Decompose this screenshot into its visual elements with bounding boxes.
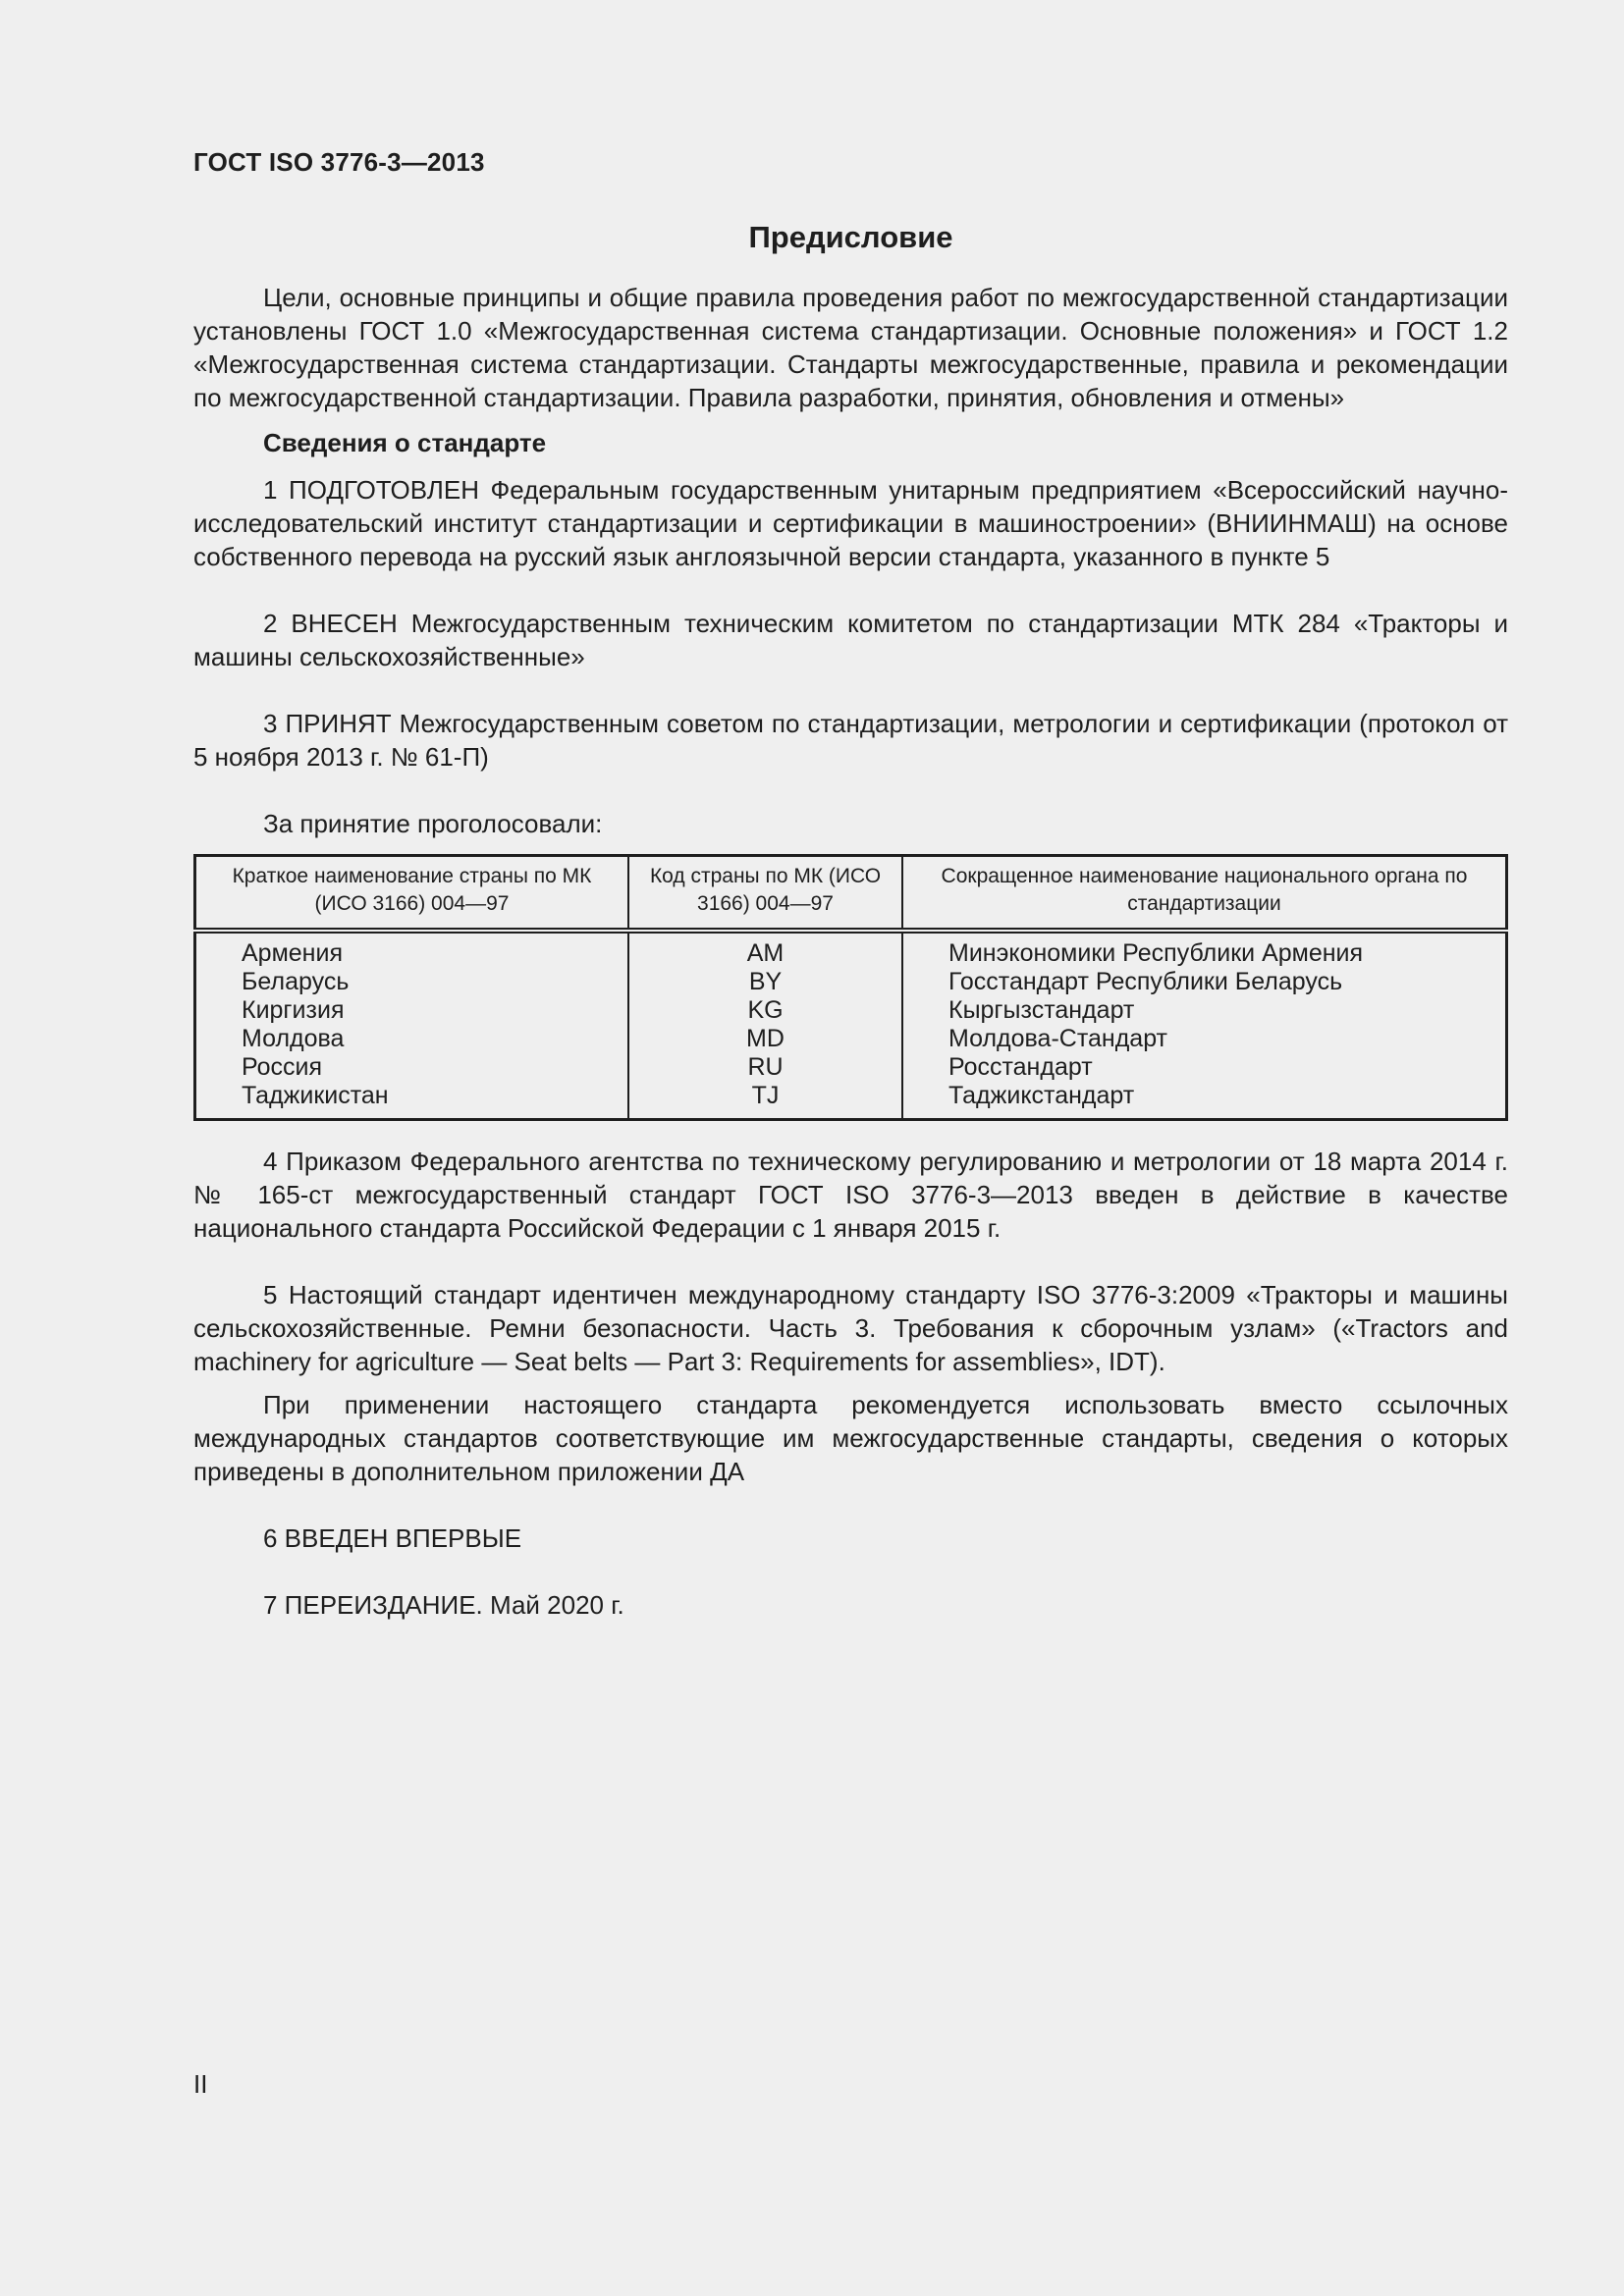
country-column	[195, 931, 629, 1120]
standards-body: Минэкономики Республики Армения	[948, 939, 1364, 967]
item-3: 3 ПРИНЯТ Межгосударственным советом по стандартизации, метрологии и сертификации (протокол от 5 ноября 2013 г. № 61-П)	[193, 709, 1508, 772]
country-name: Киргизия	[242, 996, 345, 1024]
page-title: Предисловие	[748, 220, 953, 254]
item-2: 2 ВНЕСЕН Межгосударственным техническим комитетом по стандартизации МТК 284 «Тракторы и машины сельскохозяйственные»	[193, 609, 1508, 671]
country-code: BY	[748, 968, 783, 995]
country-name: Россия	[242, 1053, 322, 1081]
standards-body: Кыргызстандарт	[948, 996, 1135, 1024]
standards-body: Молдова-Стандарт	[948, 1025, 1167, 1052]
country-name: Армения	[242, 939, 343, 967]
table-row	[195, 931, 1507, 1120]
header-code: Код страны по МК (ИСО 3166) 004—97	[628, 856, 902, 932]
country-code: RU	[747, 1053, 784, 1081]
country-code: AM	[746, 939, 785, 967]
item-1: 1 ПОДГОТОВЛЕН Федеральным государственным унитарным предприятием «Всероссийский научно-исследовательский институт стандартизации и сертификации в машиностроении» (ВНИИНМАШ) на основе собственного перевода на русский язык англоязычной версии стандарта, указанного в пункте 5	[193, 475, 1508, 571]
standards-body: Госстандарт Республики Беларусь	[948, 968, 1343, 995]
member-states-table	[193, 854, 1508, 1121]
code-column	[628, 931, 902, 1120]
standards-body: Росстандарт	[948, 1053, 1093, 1081]
item-6: 6 ВВЕДЕН ВПЕРВЫЕ	[263, 1523, 522, 1553]
body-column	[902, 931, 1507, 1120]
country-name: Таджикистан	[242, 1082, 389, 1109]
country-code: MD	[746, 1025, 785, 1052]
section-subheading: Сведения о стандарте	[263, 428, 547, 457]
document-header: ГОСТ ISO 3776-3—2013	[193, 147, 485, 177]
page-content	[193, 218, 1508, 1622]
header-country: Краткое наименование страны по МК (ИСО 3166) 004—97	[195, 856, 629, 932]
item-4: 4 Приказом Федерального агентства по техническому регулированию и метрологии от 18 марта 2014 г. № 165-ст межгосударственный стандарт ГОСТ ISO 3776-3—2013 введен в действие в качестве национального стандарта Российской Федерации с 1 января 2015 г.	[193, 1147, 1508, 1243]
country-code: KG	[747, 996, 784, 1024]
standards-body: Таджикстандарт	[948, 1082, 1135, 1109]
item-7: 7 ПЕРЕИЗДАНИЕ. Май 2020 г.	[263, 1590, 624, 1620]
table-header-row	[195, 856, 1507, 932]
vote-intro: За принятие проголосовали:	[263, 809, 603, 838]
country-code: TJ	[751, 1082, 780, 1109]
item-5: 5 Настоящий стандарт идентичен международному стандарту ISO 3776-3:2009 «Тракторы и машины сельскохозяйственные. Ремни безопасности. Часть 3. Требования к сборочным узлам» («Tractors and machinery for agriculture — Seat belts — Part 3: Requirements for assemblies», IDT).	[193, 1280, 1508, 1376]
intro-paragraph: Цели, основные принципы и общие правила проведения работ по межгосударственной стандартизации установлены ГОСТ 1.0 «Межгосударственная система стандартизации. Основные положения» и ГОСТ 1.2 «Межгосударственная система стандартизации. Стандарты межгосударственные, правила и рекомендации по межгосударственной стандартизации. Правила разработки, принятия, обновления и отмены»	[193, 283, 1508, 412]
country-name: Беларусь	[242, 968, 350, 995]
country-name: Молдова	[242, 1025, 345, 1052]
page-number: II	[193, 2069, 208, 2099]
header-body: Сокращенное наименование национального органа по стандартизации	[902, 856, 1507, 932]
item-5-note: При применении настоящего стандарта рекомендуется использовать вместо ссылочных международных стандартов соответствующие им межгосударственные стандарты, сведения о которых приведены в дополнительном приложении ДА	[193, 1390, 1508, 1486]
